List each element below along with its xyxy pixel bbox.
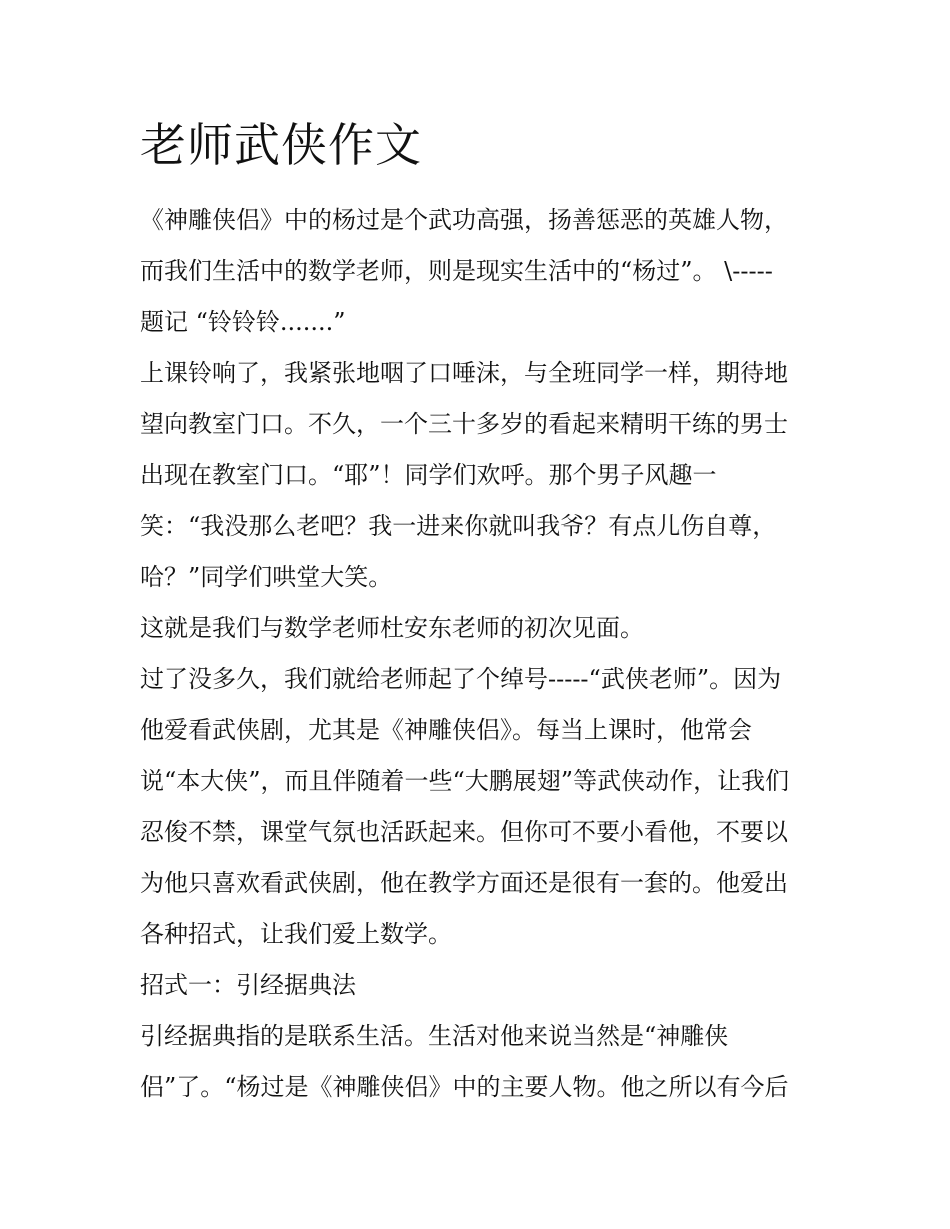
text-line: 侣”了。“杨过是《神雕侠侣》中的主要人物。他之所以有今后 [140, 1073, 789, 1101]
document-page [140, 112, 812, 1113]
text-line: 而我们生活中的数学老师，则是现实生活中的“杨过”。 \----- [140, 257, 773, 285]
text-line: 哈？”同学们哄堂大笑。 [140, 563, 393, 591]
document-title: 老师武侠作文 [140, 118, 422, 172]
text-line: 过了没多久，我们就给老师起了个绰号-----“武侠老师”。因为 [140, 665, 782, 693]
text-line: 引经据典指的是联系生活。生活对他来说当然是“神雕侠 [140, 1022, 729, 1050]
text-line: 说“本大侠”，而且伴随着一些“大鹏展翅”等武侠动作，让我们 [140, 767, 790, 795]
text-line: 题记 “铃铃铃.......” [140, 308, 346, 336]
text-line: 上课铃响了，我紧张地咽了口唾沫，与全班同学一样，期待地 [140, 359, 788, 387]
text-line: 《神雕侠侣》中的杨过是个武功高强，扬善惩恶的英雄人物， [140, 206, 788, 234]
text-line: 出现在教室门口。“耶”！同学们欢呼。那个男子风趣一 [140, 461, 717, 489]
section-heading: 招式一：引经据典法 [140, 971, 356, 999]
text-line: 这就是我们与数学老师杜安东老师的初次见面。 [140, 614, 644, 642]
text-line: 他爱看武侠剧，尤其是《神雕侠侣》。每当上课时，他常会 [140, 716, 752, 744]
text-line: 笑：“我没那么老吧？我一进来你就叫我爷？有点儿伤自尊， [140, 512, 777, 540]
text-line: 各种招式，让我们爱上数学。 [140, 920, 452, 948]
document-body [140, 195, 812, 1113]
text-line: 望向教室门口。不久，一个三十多岁的看起来精明干练的男士 [140, 410, 788, 438]
text-line: 忍俊不禁，课堂气氛也活跃起来。但你可不要小看他，不要以 [140, 818, 788, 846]
text-line: 为他只喜欢看武侠剧，他在教学方面还是很有一套的。他爱出 [140, 869, 788, 897]
